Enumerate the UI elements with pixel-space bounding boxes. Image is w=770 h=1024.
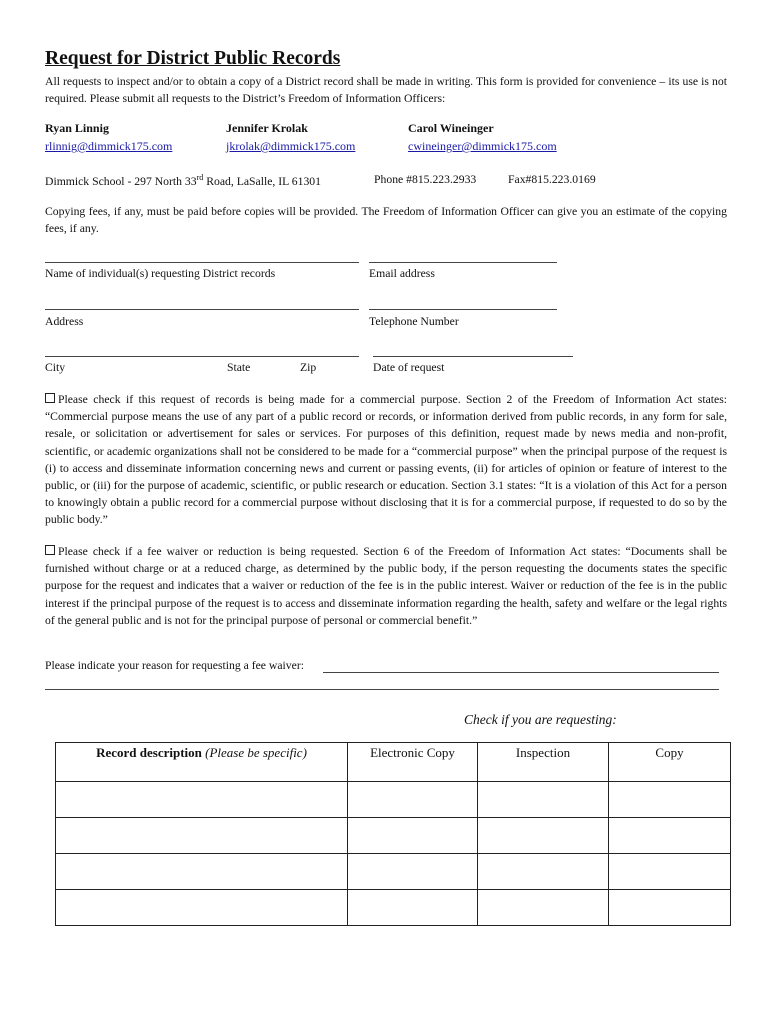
inspection-cell[interactable] (478, 854, 609, 890)
record-description-note: (Please be specific) (205, 745, 307, 760)
table-row (56, 890, 731, 926)
record-description-cell[interactable] (56, 782, 348, 818)
record-description-title: Record description (96, 745, 202, 760)
telephone-field-label: Telephone Number (369, 315, 459, 328)
table-row (56, 782, 731, 818)
record-description-cell[interactable] (56, 818, 348, 854)
inspection-cell[interactable] (478, 890, 609, 926)
copy-header: Copy (609, 743, 731, 782)
table-row (56, 818, 731, 854)
officer-email-link[interactable]: jkrolak@dimmick175.com (226, 139, 356, 153)
form-title: Request for District Public Records (45, 48, 341, 69)
officer-name: Jennifer Krolak (226, 121, 308, 135)
table-row (56, 854, 731, 890)
phone-number: Phone #815.223.2933 (374, 173, 477, 186)
commercial-purpose-checkbox[interactable] (45, 393, 55, 403)
zip-field-label: Zip (300, 361, 317, 374)
officer-email-link[interactable]: rlinnig@dimmick175.com (45, 139, 173, 153)
date-input-line[interactable] (373, 356, 573, 357)
officer-email-link[interactable]: cwineinger@dimmick175.com (408, 139, 557, 153)
record-description-cell[interactable] (56, 890, 348, 926)
inspection-cell[interactable] (478, 782, 609, 818)
fax-number: Fax#815.223.0169 (508, 173, 596, 186)
records-table (55, 742, 731, 926)
table-header-row (56, 743, 731, 782)
copy-cell[interactable] (609, 854, 731, 890)
school-address-rest: Road, LaSalle, IL 61301 (203, 174, 321, 188)
fee-waiver-checkbox[interactable] (45, 545, 55, 555)
intro-text: All requests to inspect and/or to obtain a copy of a District record shall be made in writing. This form is provided for convenience – its use is not required. Please submit all requests to the District’s Freedom of Information Officers: (45, 75, 727, 106)
record-description-header (56, 743, 348, 782)
record-description-cell[interactable] (56, 854, 348, 890)
fee-waiver-text: Please check if a fee waiver or reduction is being requested. Section 6 of the Freedom of Information Act states: “Documents shall be furnished without charge or at a reduced charge, as determined by the public body, if the person requesting the documents states the specific purpose for the request and indicates that a waiver or reduction of the fee is in the public interest. Waiver or reduction of the fee is in the public interest if the principal purpose of the request is to access and disseminate information regarding the health, safety and welfare or the legal rights of the general public and is not for the principal purpose of personal or commercial benefit.” (45, 545, 727, 627)
city-state-zip-input-line[interactable] (45, 356, 359, 357)
school-address-prefix: Dimmick School - 297 North 33 (45, 174, 197, 188)
electronic-copy-cell[interactable] (348, 818, 478, 854)
electronic-copy-header: Electronic Copy (348, 743, 478, 782)
fees-note: Copying fees, if any, must be paid before copies will be provided. The Freedom of Information Officer can give you an estimate of the copying fees, if any. (45, 205, 727, 236)
date-field-label: Date of request (373, 361, 445, 374)
city-field-label: City (45, 361, 66, 374)
officer-name: Ryan Linnig (45, 121, 109, 135)
commercial-purpose-section (45, 391, 727, 529)
copy-cell[interactable] (609, 782, 731, 818)
copy-cell[interactable] (609, 890, 731, 926)
inspection-header: Inspection (478, 743, 609, 782)
email-input-line[interactable] (369, 262, 557, 263)
electronic-copy-cell[interactable] (348, 782, 478, 818)
state-field-label: State (227, 361, 251, 374)
electronic-copy-cell[interactable] (348, 854, 478, 890)
email-field-label: Email address (369, 267, 435, 280)
copy-cell[interactable] (609, 818, 731, 854)
ordinal-suffix: rd (196, 173, 204, 182)
inspection-cell[interactable] (478, 818, 609, 854)
electronic-copy-cell[interactable] (348, 890, 478, 926)
fee-waiver-section (45, 543, 727, 629)
name-field-label: Name of individual(s) requesting District records (45, 267, 276, 280)
waiver-reason-input-line[interactable] (323, 672, 719, 673)
address-input-line[interactable] (45, 309, 359, 310)
commercial-purpose-text: Please check if this request of records is being made for a commercial purpose. Section 2 of the Freedom of Information Act states: “Commercial purpose means the use of any part of a public record or records, or information derived from public records, in any form for sale, resale, or solicitation or advertisement for sales or services. For purposes of this definition, request made by news media and non-profit, scientific, or academic organizations shall not be considered to be made for a “commercial purpose” when the principal purpose of the request is (i) to access and disseminate information concerning news and current or passing events, (ii) for articles of opinion or feature of interest to the public, or (iii) for the purpose of academic, scientific, or public research or education. Section 3.1 states: “It is a violation of this Act for a person to knowingly obtain a public record for a commercial purpose without disclosing that it is for a commercial purpose, if requested to do so by the public body.” (45, 393, 727, 527)
waiver-reason-input-line-2[interactable] (45, 689, 719, 690)
officer-name: Carol Wineinger (408, 121, 494, 135)
address-field-label: Address (45, 315, 84, 328)
telephone-input-line[interactable] (369, 309, 557, 310)
school-address (45, 173, 321, 188)
waiver-reason-label: Please indicate your reason for requesting a fee waiver: (45, 659, 304, 672)
check-requesting-label: Check if you are requesting: (464, 712, 617, 727)
name-input-line[interactable] (45, 262, 359, 263)
